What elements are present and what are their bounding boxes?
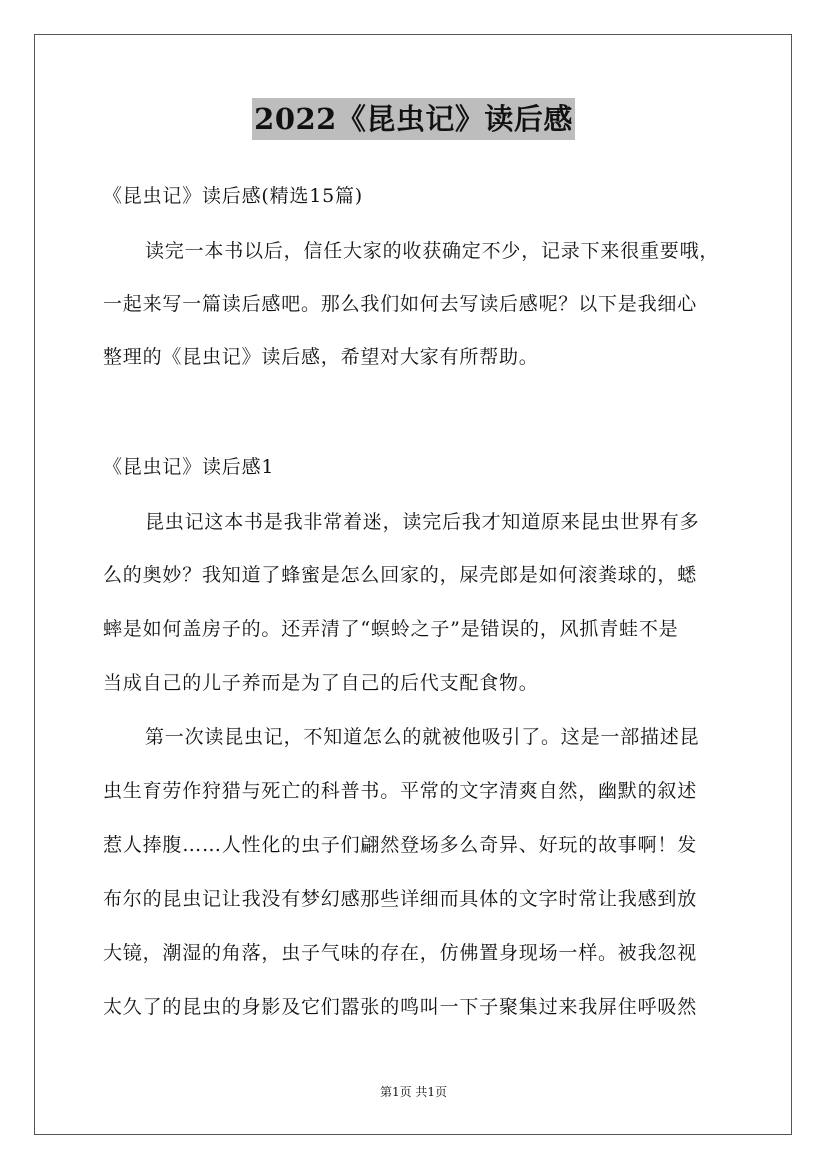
paragraph2-line-3: 惹人捧腹……人性化的虫子们翩然登场多么奇异、好玩的故事啊！发	[103, 834, 698, 856]
title-container	[0, 98, 827, 140]
section-heading: 《昆虫记》读后感1	[103, 456, 275, 478]
intro-line-1: 读完一本书以后，信任大家的收获确定不少，记录下来很重要哦，	[145, 240, 720, 262]
paragraph1-line-1: 昆虫记这本书是我非常着迷，读完后我才知道原来昆虫世界有多	[145, 511, 700, 533]
page-number-footer: 第1页 共1页	[379, 1085, 448, 1099]
paragraph2-line-2: 虫生育劳作狩猎与死亡的科普书。平常的文字清爽自然，幽默的叙述	[103, 780, 698, 802]
intro-line-2: 一起来写一篇读后感吧。那么我们如何去写读后感呢？以下是我细心	[103, 293, 698, 315]
paragraph2-line-6: 太久了的昆虫的身影及它们嚣张的鸣叫一下子聚集过来我屏住呼吸然	[103, 996, 698, 1018]
paragraph1-line-4: 当成自己的儿子养而是为了自己的后代支配食物。	[103, 672, 539, 694]
paragraph2-line-1: 第一次读昆虫记，不知道怎么的就被他吸引了。这是一部描述昆	[145, 726, 700, 748]
intro-line-3: 整理的《昆虫记》读后感，希望对大家有所帮助。	[103, 346, 539, 368]
paragraph1-line-3: 蟀是如何盖房子的。还弄清了“螟蛉之子”是错误的，风抓青蛙不是	[103, 618, 679, 640]
paragraph2-line-5: 大镜，潮湿的角落，虫子气味的存在，仿佛置身现场一样。被我忽视	[103, 942, 698, 964]
document-title: 2022《昆虫记》读后感	[252, 98, 575, 140]
paragraph1-line-2: 么的奥妙？我知道了蜂蜜是怎么回家的，屎壳郎是如何滚粪球的，蟋	[103, 564, 698, 586]
paragraph2-line-4: 布尔的昆虫记让我没有梦幻感那些详细而具体的文字时常让我感到放	[103, 888, 698, 910]
document-subtitle: 《昆虫记》读后感(精选15篇)	[103, 185, 364, 207]
